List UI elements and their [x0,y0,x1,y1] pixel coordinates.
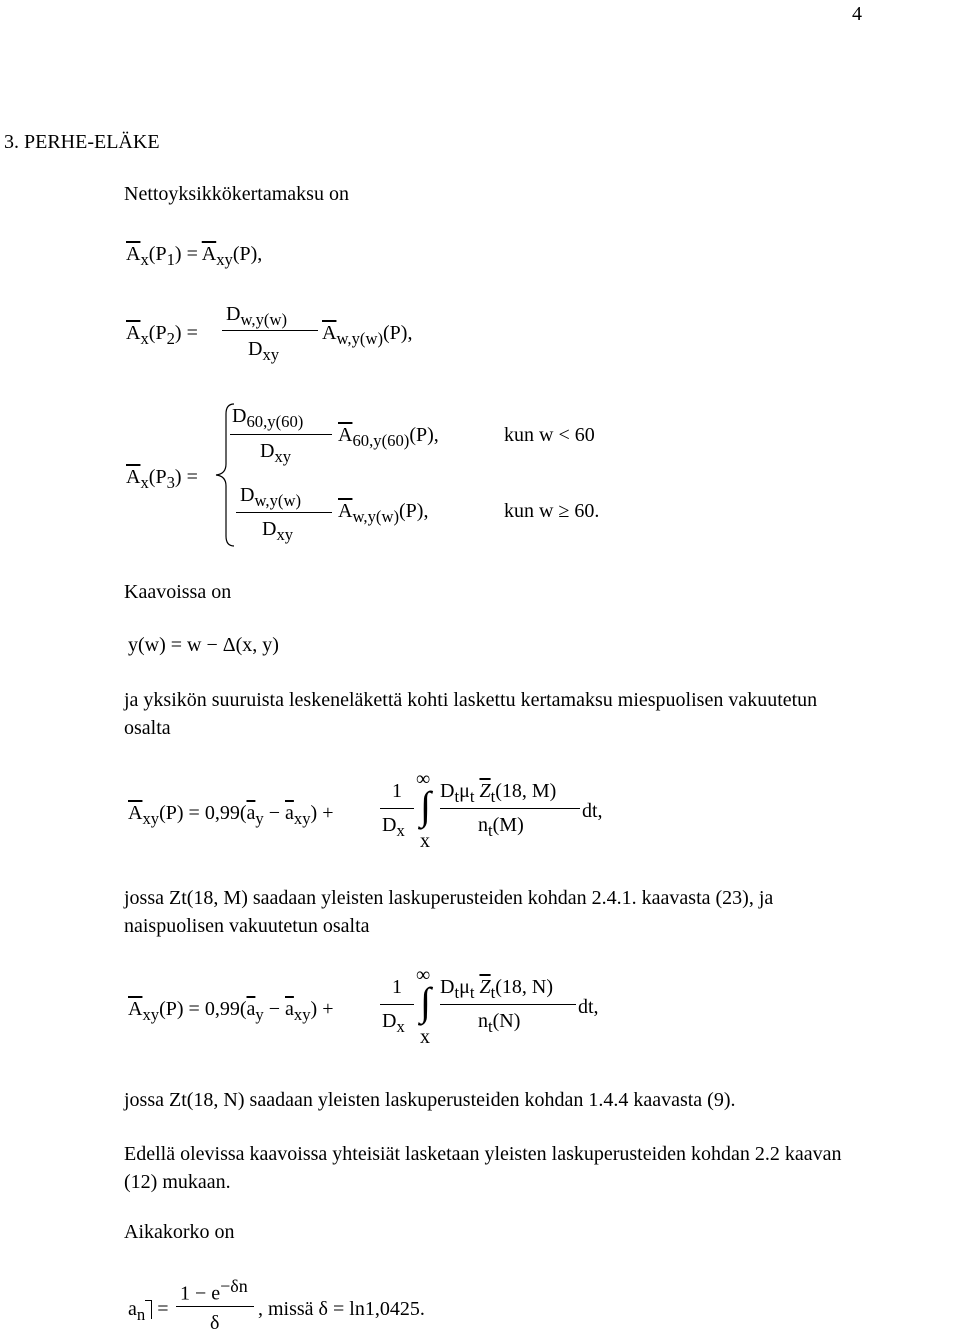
equation-2: $\overline{A}_x(P_2)$ = [126,322,198,348]
female-integrand-num: $D_t\mu_t$ $\overline{Z}_t(18$, N) [440,976,553,1002]
male-tail: dt, [582,800,603,822]
kaavoissa-text: Kaavoissa on [124,581,232,603]
equation-2-num: $D_{w,y(w)}$ [226,303,288,329]
an-tail: , missä δ = ln1,0425. [258,1298,425,1320]
case2-den: $D_{xy}$ [262,518,294,544]
an-num: $1 - e^{-\delta n}$ [180,1276,248,1305]
female-frac-den: $D_x$ [382,1010,405,1036]
aikakorko-text: Aikakorko on [124,1221,235,1243]
case1-num: $D_{60,y(60)}$ [232,405,304,431]
female-int-lower: x [420,1026,430,1048]
equation-2-den: $D_{xy}$ [248,338,280,364]
paragraph-jossa-m: jossa Zt(18, M) saadaan yleisten laskuperusteiden kohdan 2.4.1. kaavasta (23), ja naispuolisen vakuutetun osalta [124,887,774,937]
case1-cond: kun w < 60 [504,424,595,446]
male-int-lower: x [420,830,430,852]
case1-rhs: $\overline{A}_{60,y(60)}(P)$, [338,424,439,450]
equation-y: y(w) = w − Δ(x, y) [128,634,279,656]
equation-1: $\overline{A}_x(P_1) = \overline{A}_{xy}(P)$, [126,243,263,269]
an-den: δ [210,1312,220,1334]
section-heading: 3. PERHE-ELÄKE [4,131,160,153]
male-integrand-den: $n_t(M)$ [478,814,524,840]
male-int-upper: ∞ [416,768,431,790]
equation-female-lhs: $\overline{A}_{xy}(P) = 0,99(\overline{a}_y - \overline{a}_{xy})$ + [128,998,334,1024]
case2-rhs: $\overline{A}_{w,y(w)}(P)$, [338,500,429,526]
an-lhs: $a_n$ = [128,1298,169,1324]
female-integrand-den: $n_t(N)$ [478,1010,521,1036]
paragraph-jossa-n: jossa Zt(18, N) saadaan yleisten laskuperusteiden kohdan 1.4.4 kaavasta (9). [124,1089,736,1111]
male-frac-num: 1 [392,780,402,802]
page-number: 4 [852,3,862,25]
equation-2-rhs: $\overline{A}_{w,y(w)}(P)$, [322,322,413,348]
male-integral-sign: ∫ [420,783,431,828]
case1-den: $D_{xy}$ [260,440,292,466]
equation-3-lhs: $\overline{A}_x(P_3)$ = [126,466,198,492]
intro-text: Nettoyksikkökertamaksu on [124,183,349,205]
male-frac-den: $D_x$ [382,814,405,840]
equation-male-lhs: $\overline{A}_{xy}(P) = 0,99(\overline{a}_y - \overline{a}_{xy})$ + [128,802,334,828]
female-integral-sign: ∫ [420,979,431,1024]
female-tail: dt, [578,996,599,1018]
case2-num: $D_{w,y(w)}$ [240,484,302,510]
case2-cond: kun w ≥ 60. [504,500,600,522]
male-integrand-num: $D_t\mu_t$ $\overline{Z}_t(18$, M) [440,780,557,806]
female-frac-num: 1 [392,976,402,998]
paragraph-edella: Edellä olevissa kaavoissa yhteisiät lasketaan yleisten laskuperusteiden kohdan 2.2 kaavan (12) mukaan. [124,1143,842,1193]
female-int-upper: ∞ [416,964,431,986]
paragraph-male: ja yksikön suuruista leskeneläkettä kohti laskettu kertamaksu miespuolisen vakuutetun osalta [124,689,818,739]
